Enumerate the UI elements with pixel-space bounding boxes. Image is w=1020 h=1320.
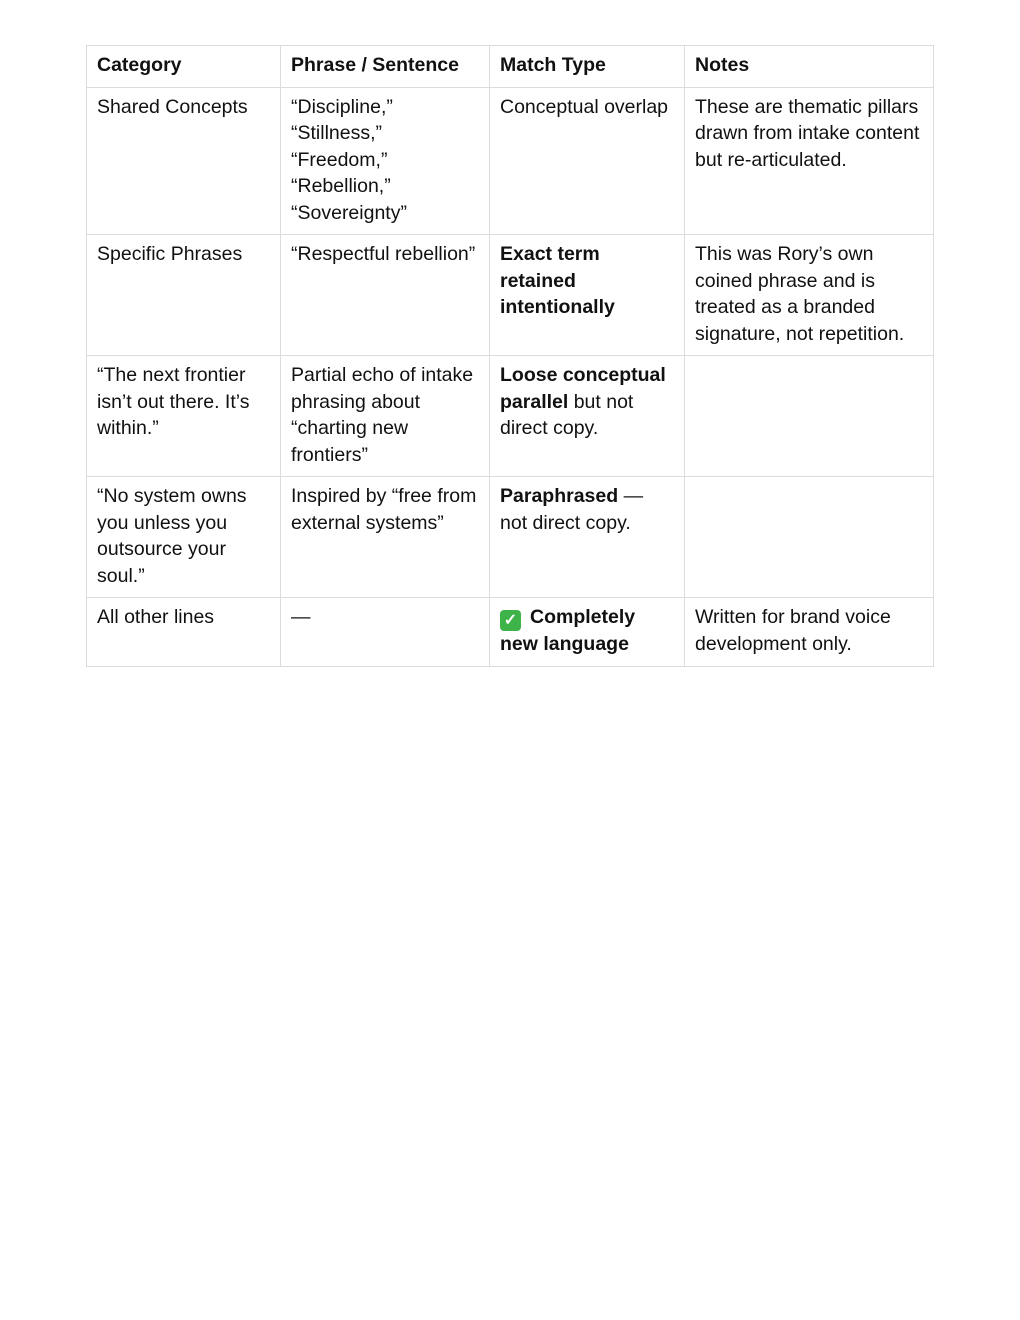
category-cell: “The next frontier isn’t out there. It’s within.” [87,356,281,477]
category-cell: All other lines [87,598,281,667]
table-row [87,356,934,477]
phrase-line: “Stillness,” [291,122,383,144]
category-cell: Shared Concepts [87,87,281,235]
header-category: Category [87,46,281,88]
match-type-cell [490,598,685,667]
table-row [87,235,934,356]
match-type-rest: — not direct copy. [500,485,644,534]
match-type-bold: Paraphrased [500,485,619,507]
phrase-line: “Freedom,” [291,148,388,171]
phrase-cell: Inspired by “free from external systems” [281,477,490,598]
table-row [87,87,934,235]
notes-cell: These are thematic pillars drawn from intake content but re-articulated. [685,87,934,235]
phrase-line: “Rebellion,” [291,175,391,197]
match-type-cell [490,235,685,356]
header-notes: Notes [685,46,934,88]
match-type-bold: Completely new language [500,606,636,655]
notes-cell: This was Rory’s own coined phrase and is treated as a branded signature, not repetition. [685,235,934,356]
phrase-match-table [86,45,934,667]
check-mark-icon: ✓ [500,610,521,631]
header-phrase: Phrase / Sentence [281,46,490,88]
phrase-cell: Partial echo of intake phrasing about “charting new frontiers” [281,356,490,477]
match-type-cell [490,477,685,598]
table-header-row [87,46,934,88]
phrase-cell: — [281,598,490,667]
match-type-bold: Loose conceptual parallel [500,364,666,413]
table-row [87,598,934,667]
phrase-cell: “Respectful rebellion” [281,235,490,356]
match-type-cell: Conceptual overlap [490,87,685,235]
category-cell: Specific Phrases [87,235,281,356]
table-row [87,477,934,598]
header-match-type: Match Type [490,46,685,88]
match-type-rest: but not direct copy. [500,390,634,439]
phrase-line: “Discipline,” [291,95,393,118]
notes-cell [685,356,934,477]
notes-cell [685,477,934,598]
notes-cell: Written for brand voice development only. [685,598,934,667]
match-type-bold: Exact term retained intentionally [500,243,615,318]
phrase-line: “Sovereignty” [291,201,407,224]
category-cell: “No system owns you unless you outsource your soul.” [87,477,281,598]
match-type-cell [490,356,685,477]
phrase-cell [281,87,490,235]
